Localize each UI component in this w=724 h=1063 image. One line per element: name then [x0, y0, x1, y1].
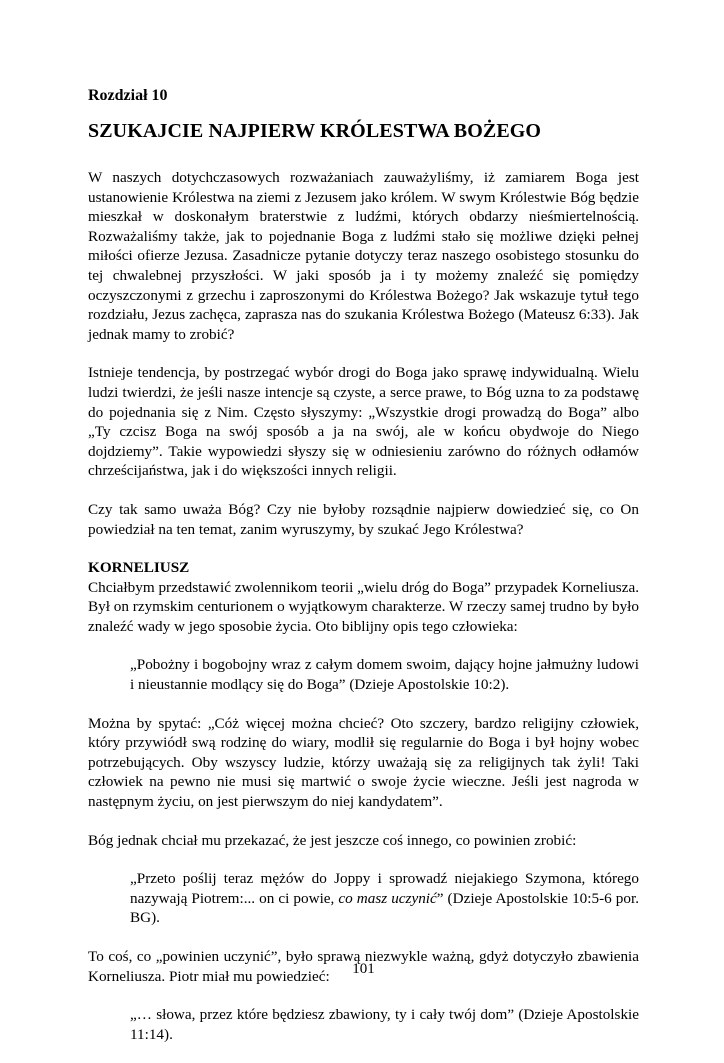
- paragraph-important: To coś, co „powinien uczynić”, było sprawą niezwykle ważną, gdyż dotyczyło zbawienia Korneliusza. Piotr miał mu powiedzieć:: [88, 948, 639, 985]
- quote-text-end: ” (Dzieje Apostolskie 10:5-6 por. BG).: [130, 889, 639, 927]
- paragraph-ask: Można by spytać: „Cóż więcej można chcieć? Oto szczery, bardzo religijny człowiek, który przywiódł swą rodzinę do wiary, modlił się regularnie do Boga i był hojny wobec potrzebujących. Oby wszyscy ludzie, którzy uważają się za religijnych tak żyli! Taki człowiek na pewno nie musi się martwić o swoje życie wieczne. Jeśli jest nagroda w następnym życiu, on jest pierwszym do niej kandydatem”.: [88, 714, 639, 811]
- section-heading-korneliusz: KORNELIUSZ: [88, 559, 190, 577]
- quote-acts-10-5: [130, 869, 639, 928]
- paragraph-question: Czy tak samo uważa Bóg? Czy nie byłoby rozsądnie najpierw dowiedzieć się, co On powiedział na ten temat, zanim wyruszymy, by szukać Jego Królestwa?: [88, 500, 639, 538]
- chapter-body: [88, 168, 639, 1063]
- paragraph-tendency: Istnieje tendencja, by postrzegać wybór drogi do Boga jako sprawę indywidualną. Wielu ludzi twierdzi, że jeśli nasze intencje są czyste, a serce prawe, to Bóg uzna to za podstawę do pojednania się z Nim. Często słyszymy: „Wszystkie drogi prowadzą do Boga” albo „Ty czcisz Boga na swój sposób a ja na swój, ale w końcu obydwoje do Niego dojdziemy”. Takie wypowiedzi słyszy się w odniesieniu zarówno do różnych odłamów chrześcijaństwa, jak i do większości innych religii.: [88, 364, 639, 480]
- paragraph-korneliusz: Chciałbym przedstawić zwolennikom teorii „wielu dróg do Boga” przypadek Korneliusza. Był on rzymskim centurionem o wyjątkowym charakterze. W rzeczy samej trudno by było znaleźć wady w jego sposobie życia. Oto biblijny opis tego człowieka:: [88, 578, 639, 635]
- quote-text-start: „Przeto poślij teraz mężów do Joppy i sprowadź niejakiego Szymona, którego nazywają Piotrem:... on ci powie,: [130, 870, 639, 907]
- page-number: 101: [352, 961, 375, 977]
- paragraph-intro: W naszych dotychczasowych rozważaniach zauważyliśmy, iż zamiarem Boga jest ustanowienie Królestwa na ziemi z Jezusem jako królem. W swym Królestwie Bóg będzie mieszkał w doskonałym braterstwie z ludźmi, których obdarzy nieśmiertelnością. Rozważaliśmy także, jak to pojednanie Boga z ludźmi stało się możliwe dzięki pełnej miłości ofierze Jezusa. Zasadnicze pytanie dotyczy teraz naszego osobistego stosunku do tej chwalebnej przyszłości. W jaki sposób ja i ty możemy znaleźć się pomiędzy oczyszczonymi z grzechu i zaproszonymi do Królestwa Bożego? Jak wskazuje tytuł tego rozdziału, Jezus zachęca, zaprasza nas do szukania Królestwa Bożego (Mateusz 6:33). Jak jednak mamy to zrobić?: [88, 169, 639, 343]
- quote-acts-10-2: „Pobożny i bogobojny wraz z całym domem swoim, dający hojne jałmużny ludowi i nieustannie modlący się do Boga” (Dzieje Apostolskie 10:2).: [130, 656, 639, 694]
- chapter-title: SZUKAJCIE NAJPIERW KRÓLESTWA BOŻEGO: [88, 120, 542, 142]
- quote-text-italic: co masz uczynić: [338, 889, 437, 907]
- paragraph-god-wanted: Bóg jednak chciał mu przekazać, że jest jeszcze coś innego, co powinien zrobić:: [88, 831, 577, 849]
- chapter-label: Rozdział 10: [88, 87, 168, 104]
- quote-acts-11-14: „… słowa, przez które będziesz zbawiony, ty i cały twój dom” (Dzieje Apostolskie 11:14).: [130, 1006, 639, 1043]
